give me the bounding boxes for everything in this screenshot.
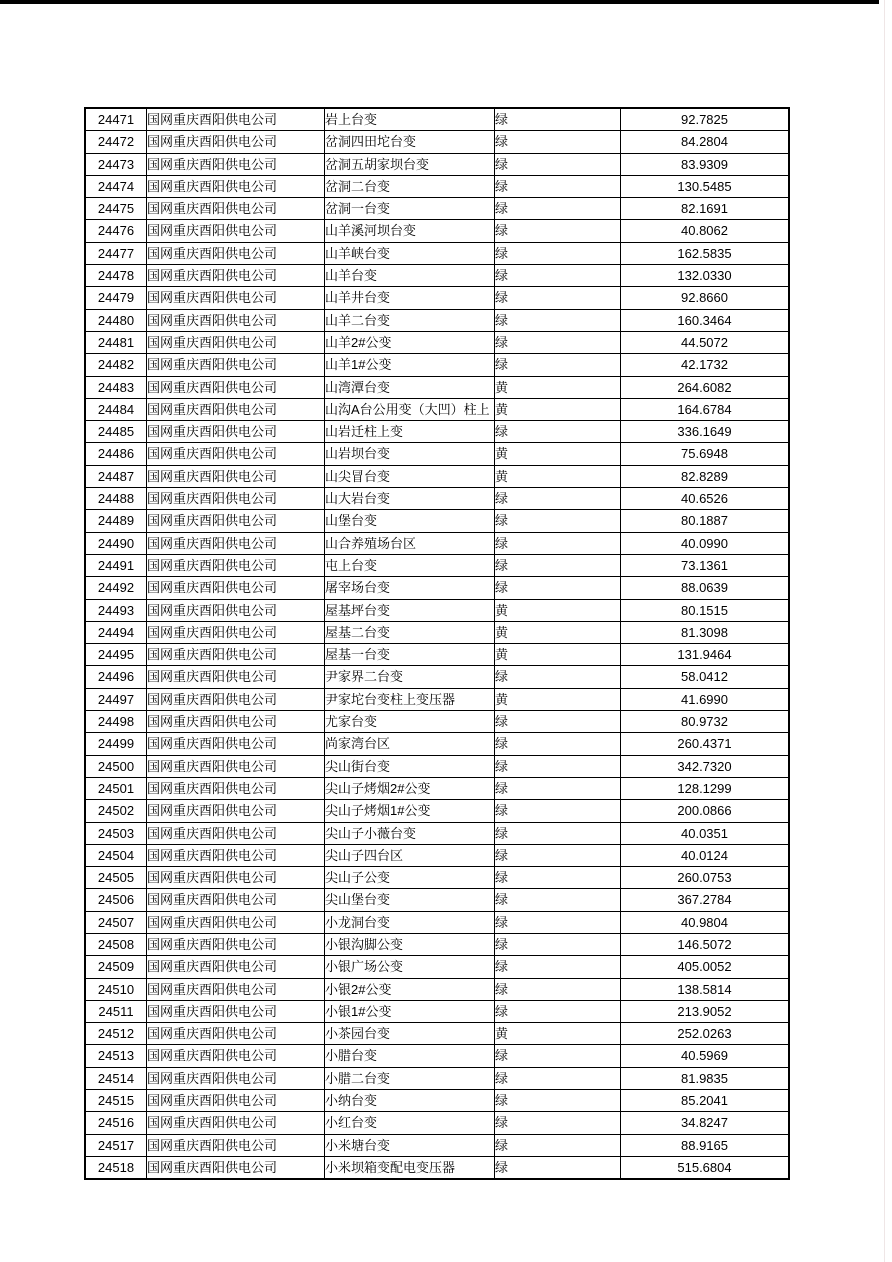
cell-status: 绿 xyxy=(495,331,621,353)
cell-load-value: 42.1732 xyxy=(621,354,790,376)
cell-id: 24503 xyxy=(85,822,147,844)
cell-status: 黄 xyxy=(495,443,621,465)
cell-station: 尹家坨台变柱上变压器 xyxy=(325,688,495,710)
cell-station: 屠宰场台变 xyxy=(325,577,495,599)
cell-id: 24473 xyxy=(85,153,147,175)
cell-station: 山大岩台变 xyxy=(325,488,495,510)
cell-station: 小米坝箱变配电变压器 xyxy=(325,1156,495,1179)
table-row xyxy=(85,711,789,733)
cell-id: 24478 xyxy=(85,265,147,287)
cell-id: 24488 xyxy=(85,488,147,510)
cell-station: 山尖冒台变 xyxy=(325,465,495,487)
cell-load-value: 40.8062 xyxy=(621,220,790,242)
cell-station: 尚家湾台区 xyxy=(325,733,495,755)
transformer-table xyxy=(84,107,790,1180)
cell-status: 绿 xyxy=(495,108,621,131)
cell-id: 24504 xyxy=(85,844,147,866)
cell-load-value: 213.9052 xyxy=(621,1000,790,1022)
table-row xyxy=(85,175,789,197)
cell-status: 黄 xyxy=(495,599,621,621)
cell-status: 绿 xyxy=(495,911,621,933)
cell-id: 24494 xyxy=(85,621,147,643)
cell-status: 绿 xyxy=(495,242,621,264)
cell-id: 24510 xyxy=(85,978,147,1000)
cell-id: 24507 xyxy=(85,911,147,933)
table-row xyxy=(85,577,789,599)
cell-company: 国网重庆酉阳供电公司 xyxy=(147,465,325,487)
cell-status: 绿 xyxy=(495,532,621,554)
table-row xyxy=(85,510,789,532)
cell-load-value: 92.8660 xyxy=(621,287,790,309)
table-row xyxy=(85,1000,789,1022)
cell-company: 国网重庆酉阳供电公司 xyxy=(147,1000,325,1022)
cell-company: 国网重庆酉阳供电公司 xyxy=(147,1134,325,1156)
cell-load-value: 515.6804 xyxy=(621,1156,790,1179)
cell-station: 山羊峡台变 xyxy=(325,242,495,264)
cell-load-value: 88.9165 xyxy=(621,1134,790,1156)
table-row xyxy=(85,1067,789,1089)
cell-station: 山岩迁柱上变 xyxy=(325,421,495,443)
cell-company: 国网重庆酉阳供电公司 xyxy=(147,331,325,353)
cell-id: 24472 xyxy=(85,131,147,153)
cell-station: 尖山子烤烟2#公变 xyxy=(325,777,495,799)
cell-id: 24502 xyxy=(85,800,147,822)
cell-station: 尤家台变 xyxy=(325,711,495,733)
cell-station: 山堡台变 xyxy=(325,510,495,532)
table-row xyxy=(85,867,789,889)
cell-id: 24496 xyxy=(85,666,147,688)
cell-company: 国网重庆酉阳供电公司 xyxy=(147,911,325,933)
cell-id: 24509 xyxy=(85,956,147,978)
cell-station: 尖山子烤烟1#公变 xyxy=(325,800,495,822)
cell-status: 绿 xyxy=(495,822,621,844)
table-body xyxy=(85,108,789,1179)
cell-id: 24483 xyxy=(85,376,147,398)
cell-status: 绿 xyxy=(495,220,621,242)
cell-status: 绿 xyxy=(495,265,621,287)
table-row xyxy=(85,220,789,242)
cell-status: 绿 xyxy=(495,933,621,955)
cell-id: 24508 xyxy=(85,933,147,955)
table-row xyxy=(85,978,789,1000)
cell-status: 绿 xyxy=(495,354,621,376)
cell-id: 24485 xyxy=(85,421,147,443)
cell-station: 小纳台变 xyxy=(325,1090,495,1112)
table-row xyxy=(85,554,789,576)
cell-company: 国网重庆酉阳供电公司 xyxy=(147,108,325,131)
cell-id: 24518 xyxy=(85,1156,147,1179)
cell-station: 小红台变 xyxy=(325,1112,495,1134)
table-row xyxy=(85,488,789,510)
cell-id: 24490 xyxy=(85,532,147,554)
table-row xyxy=(85,398,789,420)
cell-id: 24498 xyxy=(85,711,147,733)
cell-load-value: 83.9309 xyxy=(621,153,790,175)
table-row xyxy=(85,844,789,866)
table-row xyxy=(85,956,789,978)
cell-company: 国网重庆酉阳供电公司 xyxy=(147,755,325,777)
cell-status: 黄 xyxy=(495,465,621,487)
table-row xyxy=(85,354,789,376)
cell-id: 24471 xyxy=(85,108,147,131)
cell-company: 国网重庆酉阳供电公司 xyxy=(147,309,325,331)
cell-station: 山羊2#公变 xyxy=(325,331,495,353)
cell-company: 国网重庆酉阳供电公司 xyxy=(147,175,325,197)
cell-id: 24506 xyxy=(85,889,147,911)
cell-id: 24495 xyxy=(85,644,147,666)
cell-company: 国网重庆酉阳供电公司 xyxy=(147,376,325,398)
cell-id: 24512 xyxy=(85,1023,147,1045)
cell-load-value: 164.6784 xyxy=(621,398,790,420)
cell-status: 黄 xyxy=(495,688,621,710)
cell-status: 黄 xyxy=(495,644,621,666)
cell-company: 国网重庆酉阳供电公司 xyxy=(147,287,325,309)
cell-load-value: 80.1887 xyxy=(621,510,790,532)
cell-company: 国网重庆酉阳供电公司 xyxy=(147,956,325,978)
cell-company: 国网重庆酉阳供电公司 xyxy=(147,599,325,621)
cell-company: 国网重庆酉阳供电公司 xyxy=(147,198,325,220)
cell-station: 岔洞二台变 xyxy=(325,175,495,197)
cell-station: 尖山子小薇台变 xyxy=(325,822,495,844)
table-row xyxy=(85,889,789,911)
cell-station: 尖山子四台区 xyxy=(325,844,495,866)
cell-id: 24513 xyxy=(85,1045,147,1067)
table-row xyxy=(85,822,789,844)
cell-id: 24499 xyxy=(85,733,147,755)
cell-company: 国网重庆酉阳供电公司 xyxy=(147,844,325,866)
cell-station: 小龙洞台变 xyxy=(325,911,495,933)
table-row xyxy=(85,1023,789,1045)
table-row xyxy=(85,242,789,264)
cell-status: 黄 xyxy=(495,398,621,420)
cell-status: 绿 xyxy=(495,1045,621,1067)
cell-company: 国网重庆酉阳供电公司 xyxy=(147,242,325,264)
table-row xyxy=(85,933,789,955)
cell-company: 国网重庆酉阳供电公司 xyxy=(147,933,325,955)
cell-status: 黄 xyxy=(495,376,621,398)
cell-status: 绿 xyxy=(495,777,621,799)
table-row xyxy=(85,800,789,822)
cell-status: 绿 xyxy=(495,1134,621,1156)
cell-station: 山羊井台变 xyxy=(325,287,495,309)
cell-company: 国网重庆酉阳供电公司 xyxy=(147,510,325,532)
cell-station: 山岩坝台变 xyxy=(325,443,495,465)
cell-station: 尖山子公变 xyxy=(325,867,495,889)
table-row xyxy=(85,644,789,666)
cell-status: 绿 xyxy=(495,800,621,822)
cell-status: 绿 xyxy=(495,488,621,510)
cell-load-value: 40.6526 xyxy=(621,488,790,510)
cell-id: 24501 xyxy=(85,777,147,799)
cell-company: 国网重庆酉阳供电公司 xyxy=(147,131,325,153)
table-row xyxy=(85,621,789,643)
cell-id: 24479 xyxy=(85,287,147,309)
cell-id: 24476 xyxy=(85,220,147,242)
cell-station: 山羊台变 xyxy=(325,265,495,287)
cell-status: 绿 xyxy=(495,844,621,866)
cell-load-value: 40.5969 xyxy=(621,1045,790,1067)
table-row xyxy=(85,443,789,465)
cell-station: 岩上台变 xyxy=(325,108,495,131)
cell-company: 国网重庆酉阳供电公司 xyxy=(147,443,325,465)
cell-station: 山羊二台变 xyxy=(325,309,495,331)
cell-status: 黄 xyxy=(495,621,621,643)
cell-load-value: 73.1361 xyxy=(621,554,790,576)
cell-station: 山湾潭台变 xyxy=(325,376,495,398)
table-row xyxy=(85,465,789,487)
cell-id: 24516 xyxy=(85,1112,147,1134)
cell-status: 绿 xyxy=(495,889,621,911)
cell-status: 绿 xyxy=(495,198,621,220)
cell-id: 24497 xyxy=(85,688,147,710)
cell-station: 小腊台变 xyxy=(325,1045,495,1067)
cell-id: 24487 xyxy=(85,465,147,487)
table-row xyxy=(85,733,789,755)
cell-company: 国网重庆酉阳供电公司 xyxy=(147,621,325,643)
cell-id: 24480 xyxy=(85,309,147,331)
cell-station: 山羊溪河坝台变 xyxy=(325,220,495,242)
cell-id: 24514 xyxy=(85,1067,147,1089)
table-row xyxy=(85,1112,789,1134)
cell-company: 国网重庆酉阳供电公司 xyxy=(147,644,325,666)
cell-load-value: 40.0351 xyxy=(621,822,790,844)
table-row xyxy=(85,376,789,398)
cell-company: 国网重庆酉阳供电公司 xyxy=(147,1112,325,1134)
cell-station: 小银2#公变 xyxy=(325,978,495,1000)
cell-load-value: 44.5072 xyxy=(621,331,790,353)
cell-status: 绿 xyxy=(495,711,621,733)
cell-load-value: 85.2041 xyxy=(621,1090,790,1112)
cell-load-value: 160.3464 xyxy=(621,309,790,331)
cell-status: 绿 xyxy=(495,577,621,599)
table-row xyxy=(85,131,789,153)
cell-station: 小银1#公变 xyxy=(325,1000,495,1022)
table-row xyxy=(85,1156,789,1179)
cell-load-value: 40.0124 xyxy=(621,844,790,866)
cell-status: 绿 xyxy=(495,131,621,153)
cell-status: 绿 xyxy=(495,666,621,688)
cell-status: 绿 xyxy=(495,287,621,309)
cell-load-value: 367.2784 xyxy=(621,889,790,911)
cell-company: 国网重庆酉阳供电公司 xyxy=(147,1156,325,1179)
cell-load-value: 92.7825 xyxy=(621,108,790,131)
cell-station: 小腊二台变 xyxy=(325,1067,495,1089)
cell-station: 小米塘台变 xyxy=(325,1134,495,1156)
cell-load-value: 146.5072 xyxy=(621,933,790,955)
table-row xyxy=(85,198,789,220)
cell-station: 山沟A台公用变（大凹）柱上 xyxy=(325,398,495,420)
cell-load-value: 84.2804 xyxy=(621,131,790,153)
cell-load-value: 58.0412 xyxy=(621,666,790,688)
cell-company: 国网重庆酉阳供电公司 xyxy=(147,532,325,554)
cell-company: 国网重庆酉阳供电公司 xyxy=(147,1067,325,1089)
cell-company: 国网重庆酉阳供电公司 xyxy=(147,733,325,755)
cell-station: 尖山堡台变 xyxy=(325,889,495,911)
cell-status: 绿 xyxy=(495,978,621,1000)
cell-status: 绿 xyxy=(495,175,621,197)
cell-id: 24484 xyxy=(85,398,147,420)
cell-station: 山羊1#公变 xyxy=(325,354,495,376)
cell-load-value: 260.4371 xyxy=(621,733,790,755)
cell-status: 绿 xyxy=(495,1000,621,1022)
cell-station: 尖山街台变 xyxy=(325,755,495,777)
cell-load-value: 88.0639 xyxy=(621,577,790,599)
cell-load-value: 336.1649 xyxy=(621,421,790,443)
cell-status: 绿 xyxy=(495,867,621,889)
table-row xyxy=(85,688,789,710)
cell-company: 国网重庆酉阳供电公司 xyxy=(147,1045,325,1067)
cell-station: 岔洞四田坨台变 xyxy=(325,131,495,153)
cell-company: 国网重庆酉阳供电公司 xyxy=(147,889,325,911)
cell-company: 国网重庆酉阳供电公司 xyxy=(147,688,325,710)
cell-id: 24489 xyxy=(85,510,147,532)
cell-company: 国网重庆酉阳供电公司 xyxy=(147,978,325,1000)
cell-load-value: 40.9804 xyxy=(621,911,790,933)
table-row xyxy=(85,1090,789,1112)
cell-id: 24492 xyxy=(85,577,147,599)
cell-station: 山合养殖场台区 xyxy=(325,532,495,554)
cell-load-value: 82.1691 xyxy=(621,198,790,220)
table-row xyxy=(85,666,789,688)
cell-id: 24491 xyxy=(85,554,147,576)
cell-status: 绿 xyxy=(495,1112,621,1134)
cell-status: 绿 xyxy=(495,554,621,576)
cell-load-value: 81.9835 xyxy=(621,1067,790,1089)
table-row xyxy=(85,421,789,443)
cell-id: 24481 xyxy=(85,331,147,353)
cell-load-value: 162.5835 xyxy=(621,242,790,264)
cell-company: 国网重庆酉阳供电公司 xyxy=(147,1023,325,1045)
cell-id: 24505 xyxy=(85,867,147,889)
cell-company: 国网重庆酉阳供电公司 xyxy=(147,220,325,242)
table-row xyxy=(85,755,789,777)
cell-station: 小银沟脚公变 xyxy=(325,933,495,955)
cell-load-value: 252.0263 xyxy=(621,1023,790,1045)
cell-status: 绿 xyxy=(495,1090,621,1112)
cell-station: 屋基一台变 xyxy=(325,644,495,666)
cell-id: 24486 xyxy=(85,443,147,465)
table-row xyxy=(85,599,789,621)
cell-id: 24475 xyxy=(85,198,147,220)
cell-station: 小银广场公变 xyxy=(325,956,495,978)
cell-id: 24515 xyxy=(85,1090,147,1112)
top-edge-bar xyxy=(0,0,879,4)
table-row xyxy=(85,309,789,331)
cell-company: 国网重庆酉阳供电公司 xyxy=(147,577,325,599)
table-row xyxy=(85,777,789,799)
cell-id: 24474 xyxy=(85,175,147,197)
table-row xyxy=(85,1045,789,1067)
cell-id: 24482 xyxy=(85,354,147,376)
cell-load-value: 138.5814 xyxy=(621,978,790,1000)
cell-load-value: 131.9464 xyxy=(621,644,790,666)
cell-status: 绿 xyxy=(495,153,621,175)
cell-id: 24517 xyxy=(85,1134,147,1156)
cell-load-value: 82.8289 xyxy=(621,465,790,487)
cell-company: 国网重庆酉阳供电公司 xyxy=(147,398,325,420)
cell-company: 国网重庆酉阳供电公司 xyxy=(147,488,325,510)
table-row xyxy=(85,108,789,131)
cell-load-value: 405.0052 xyxy=(621,956,790,978)
cell-load-value: 128.1299 xyxy=(621,777,790,799)
table-row xyxy=(85,911,789,933)
cell-load-value: 260.0753 xyxy=(621,867,790,889)
cell-load-value: 41.6990 xyxy=(621,688,790,710)
cell-station: 岔洞五胡家坝台变 xyxy=(325,153,495,175)
cell-company: 国网重庆酉阳供电公司 xyxy=(147,711,325,733)
cell-load-value: 75.6948 xyxy=(621,443,790,465)
cell-status: 绿 xyxy=(495,1156,621,1179)
cell-company: 国网重庆酉阳供电公司 xyxy=(147,800,325,822)
table-row xyxy=(85,265,789,287)
cell-id: 24477 xyxy=(85,242,147,264)
cell-station: 屋基二台变 xyxy=(325,621,495,643)
right-edge-line xyxy=(884,0,885,1262)
cell-company: 国网重庆酉阳供电公司 xyxy=(147,867,325,889)
cell-company: 国网重庆酉阳供电公司 xyxy=(147,822,325,844)
table-row xyxy=(85,331,789,353)
cell-company: 国网重庆酉阳供电公司 xyxy=(147,153,325,175)
cell-status: 绿 xyxy=(495,733,621,755)
cell-company: 国网重庆酉阳供电公司 xyxy=(147,421,325,443)
cell-load-value: 40.0990 xyxy=(621,532,790,554)
cell-id: 24493 xyxy=(85,599,147,621)
table-row xyxy=(85,532,789,554)
cell-company: 国网重庆酉阳供电公司 xyxy=(147,265,325,287)
cell-load-value: 132.0330 xyxy=(621,265,790,287)
cell-load-value: 200.0866 xyxy=(621,800,790,822)
cell-load-value: 342.7320 xyxy=(621,755,790,777)
cell-status: 绿 xyxy=(495,755,621,777)
cell-status: 绿 xyxy=(495,1067,621,1089)
cell-station: 尹家界二台变 xyxy=(325,666,495,688)
cell-station: 岔洞一台变 xyxy=(325,198,495,220)
cell-status: 绿 xyxy=(495,510,621,532)
cell-status: 黄 xyxy=(495,1023,621,1045)
cell-id: 24511 xyxy=(85,1000,147,1022)
cell-status: 绿 xyxy=(495,309,621,331)
table-row xyxy=(85,1134,789,1156)
cell-company: 国网重庆酉阳供电公司 xyxy=(147,554,325,576)
cell-load-value: 264.6082 xyxy=(621,376,790,398)
table-row xyxy=(85,153,789,175)
cell-company: 国网重庆酉阳供电公司 xyxy=(147,1090,325,1112)
cell-load-value: 130.5485 xyxy=(621,175,790,197)
cell-load-value: 81.3098 xyxy=(621,621,790,643)
cell-company: 国网重庆酉阳供电公司 xyxy=(147,666,325,688)
cell-station: 屯上台变 xyxy=(325,554,495,576)
cell-load-value: 34.8247 xyxy=(621,1112,790,1134)
cell-status: 绿 xyxy=(495,421,621,443)
cell-status: 绿 xyxy=(495,956,621,978)
cell-load-value: 80.1515 xyxy=(621,599,790,621)
cell-station: 屋基坪台变 xyxy=(325,599,495,621)
cell-company: 国网重庆酉阳供电公司 xyxy=(147,354,325,376)
cell-load-value: 80.9732 xyxy=(621,711,790,733)
cell-id: 24500 xyxy=(85,755,147,777)
table-row xyxy=(85,287,789,309)
cell-company: 国网重庆酉阳供电公司 xyxy=(147,777,325,799)
cell-station: 小茶园台变 xyxy=(325,1023,495,1045)
